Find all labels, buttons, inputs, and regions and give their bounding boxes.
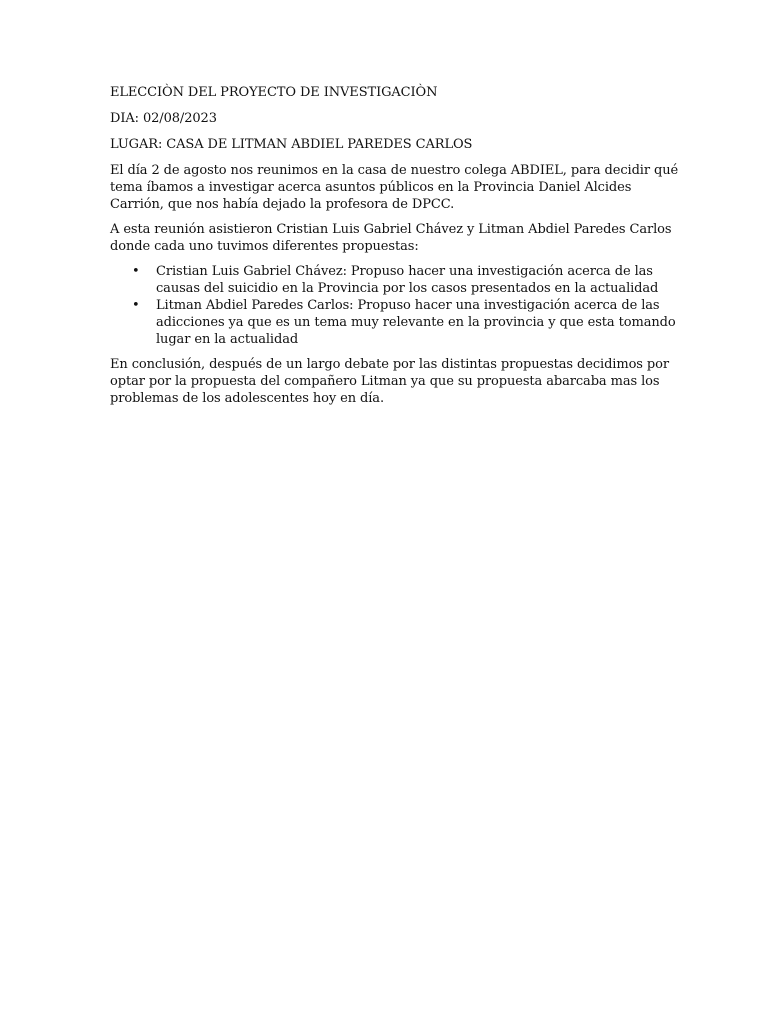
conclusion-paragraph xyxy=(110,356,669,407)
document-title: ELECCIÒN DEL PROYECTO DE INVESTIGACIÒN xyxy=(110,85,438,100)
proposal-line: adicciones ya que es un tema muy relevante en la provincia y que esta tomando xyxy=(156,315,676,330)
intro-line: tema íbamos a investigar acerca asuntos públicos en la Provincia Daniel Alcides xyxy=(110,180,632,195)
bullet-icon: • xyxy=(132,264,140,279)
document-page xyxy=(110,84,679,415)
attendees-line: A esta reunión asistieron Cristian Luis Gabriel Chávez y Litman Abdiel Paredes Carlos xyxy=(110,222,672,237)
proposal-line: Cristian Luis Gabriel Chávez: Propuso hacer una investigación acerca de las xyxy=(156,264,653,279)
conclusion-line: optar por la propuesta del compañero Litman ya que su propuesta abarcaba mas los xyxy=(110,374,660,389)
place-line: LUGAR: CASA DE LITMAN ABDIEL PAREDES CARLOS xyxy=(110,137,473,152)
date-line: DIA: 02/08/2023 xyxy=(110,111,217,126)
proposal-item xyxy=(110,297,676,348)
intro-line: El día 2 de agosto nos reunimos en la casa de nuestro colega ABDIEL, para decidir qué xyxy=(110,163,679,178)
proposal-line: lugar en la actualidad xyxy=(156,332,299,347)
proposal-item xyxy=(110,263,659,297)
attendees-paragraph xyxy=(110,221,672,255)
bullet-icon: • xyxy=(132,298,140,313)
proposal-line: Litman Abdiel Paredes Carlos: Propuso hacer una investigación acerca de las xyxy=(156,298,660,313)
intro-paragraph xyxy=(110,162,679,213)
proposals-list xyxy=(110,263,676,348)
conclusion-line: En conclusión, después de un largo debate por las distintas propuestas decidimos por xyxy=(110,357,669,372)
conclusion-line: problemas de los adolescentes hoy en día. xyxy=(110,391,384,406)
intro-line: Carrión, que nos había dejado la profesora de DPCC. xyxy=(110,197,455,212)
attendees-line: donde cada uno tuvimos diferentes propuestas: xyxy=(110,239,419,254)
proposal-line: causas del suicidio en la Provincia por los casos presentados en la actualidad xyxy=(156,281,659,296)
